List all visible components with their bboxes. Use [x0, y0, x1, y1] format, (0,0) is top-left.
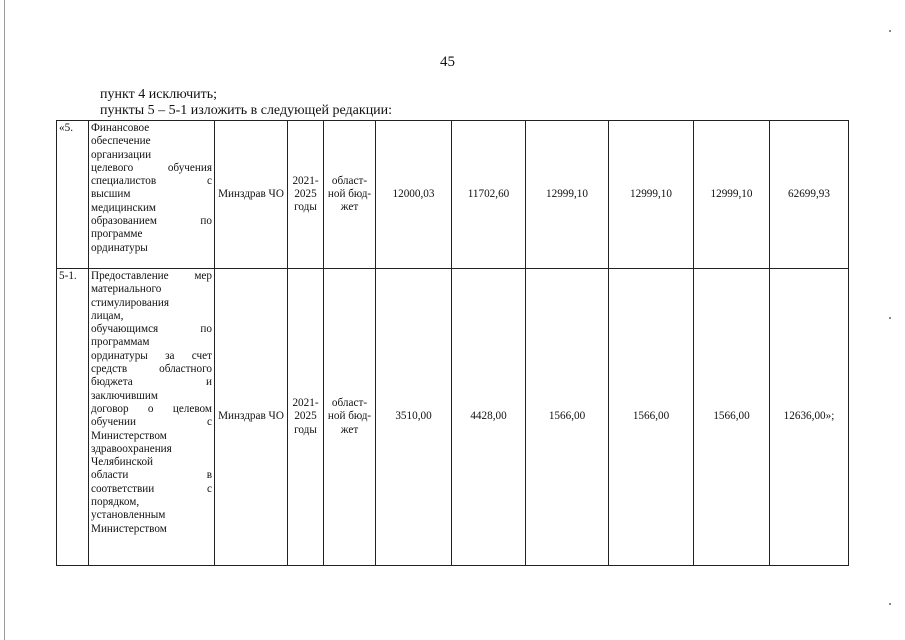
- desc-line: обеспечение: [91, 135, 151, 148]
- desc-line: стимулирования: [91, 296, 170, 309]
- desc-line: Челябинской: [91, 456, 154, 469]
- desc-line: медицинским: [91, 201, 157, 214]
- desc-line: Министерством: [91, 522, 167, 535]
- value-total-cell: 12636,00»;: [770, 269, 849, 566]
- desc-line: обучении с: [91, 416, 212, 429]
- desc-line: области в: [91, 469, 212, 482]
- desc-line: лицам,: [91, 309, 124, 322]
- row-description: [89, 269, 215, 566]
- desc-line: ординатуры за счет: [91, 349, 212, 362]
- desc-line: средств областного: [91, 363, 212, 376]
- value-cell: 12999,10: [526, 121, 609, 269]
- value-cell: 12999,10: [609, 121, 694, 269]
- desc-line: бюджета и: [91, 376, 212, 389]
- desc-line: материального: [91, 283, 162, 296]
- scan-speck: [889, 30, 891, 32]
- desc-line: соответствии с: [91, 482, 212, 495]
- value-cell: 1566,00: [694, 269, 770, 566]
- value-cell: 12999,10: [694, 121, 770, 269]
- desc-line: программам: [91, 336, 150, 349]
- responsible-org: Минздрав ЧО: [215, 269, 288, 566]
- funding-source: област-ной бюд-жет: [324, 269, 376, 566]
- responsible-org: Минздрав ЧО: [215, 121, 288, 269]
- value-cell: 12000,03: [376, 121, 452, 269]
- value-cell: 3510,00: [376, 269, 452, 566]
- desc-line: здравоохранения: [91, 442, 172, 455]
- desc-line: Финансовое: [91, 122, 150, 134]
- desc-line: образованием по: [91, 215, 212, 228]
- value-cell: 1566,00: [609, 269, 694, 566]
- desc-line: организации: [91, 148, 152, 161]
- table-row: [57, 121, 849, 269]
- table-row: [57, 269, 849, 566]
- intro-line-2: пункты 5 – 5-1 изложить в следующей редакции:: [100, 103, 393, 118]
- scan-speck: [889, 603, 891, 605]
- period-years: 2021-2025 годы: [288, 121, 324, 269]
- funding-source: област-ной бюд-жет: [324, 121, 376, 269]
- value-cell: 1566,00: [526, 269, 609, 566]
- desc-line: заключившим: [91, 389, 158, 402]
- period-years: 2021-2025 годы: [288, 269, 324, 566]
- desc-line: ординатуры: [91, 241, 148, 254]
- desc-line: договор о целевом: [91, 402, 212, 415]
- row-number: «5.: [57, 121, 89, 269]
- desc-line: программе: [91, 228, 143, 241]
- row-number: 5-1.: [57, 269, 89, 566]
- row-description: [89, 121, 215, 269]
- desc-line: установленным: [91, 509, 166, 522]
- scan-speck: [889, 317, 891, 319]
- value-cell: 11702,60: [452, 121, 526, 269]
- desc-line: Министерством: [91, 429, 167, 442]
- desc-line: Предоставление мер: [91, 270, 212, 282]
- intro-line-1: пункт 4 исключить;: [100, 87, 218, 102]
- program-table: [56, 120, 849, 566]
- value-cell: 4428,00: [452, 269, 526, 566]
- value-total-cell: 62699,93: [770, 121, 849, 269]
- desc-line: обучающимся по: [91, 323, 212, 336]
- scan-edge-line: [4, 0, 5, 640]
- page-number: 45: [440, 54, 455, 70]
- desc-line: порядком,: [91, 496, 140, 509]
- desc-line: целевого обучения: [91, 161, 212, 174]
- desc-line: высшим: [91, 188, 131, 201]
- desc-line: специалистов с: [91, 175, 212, 188]
